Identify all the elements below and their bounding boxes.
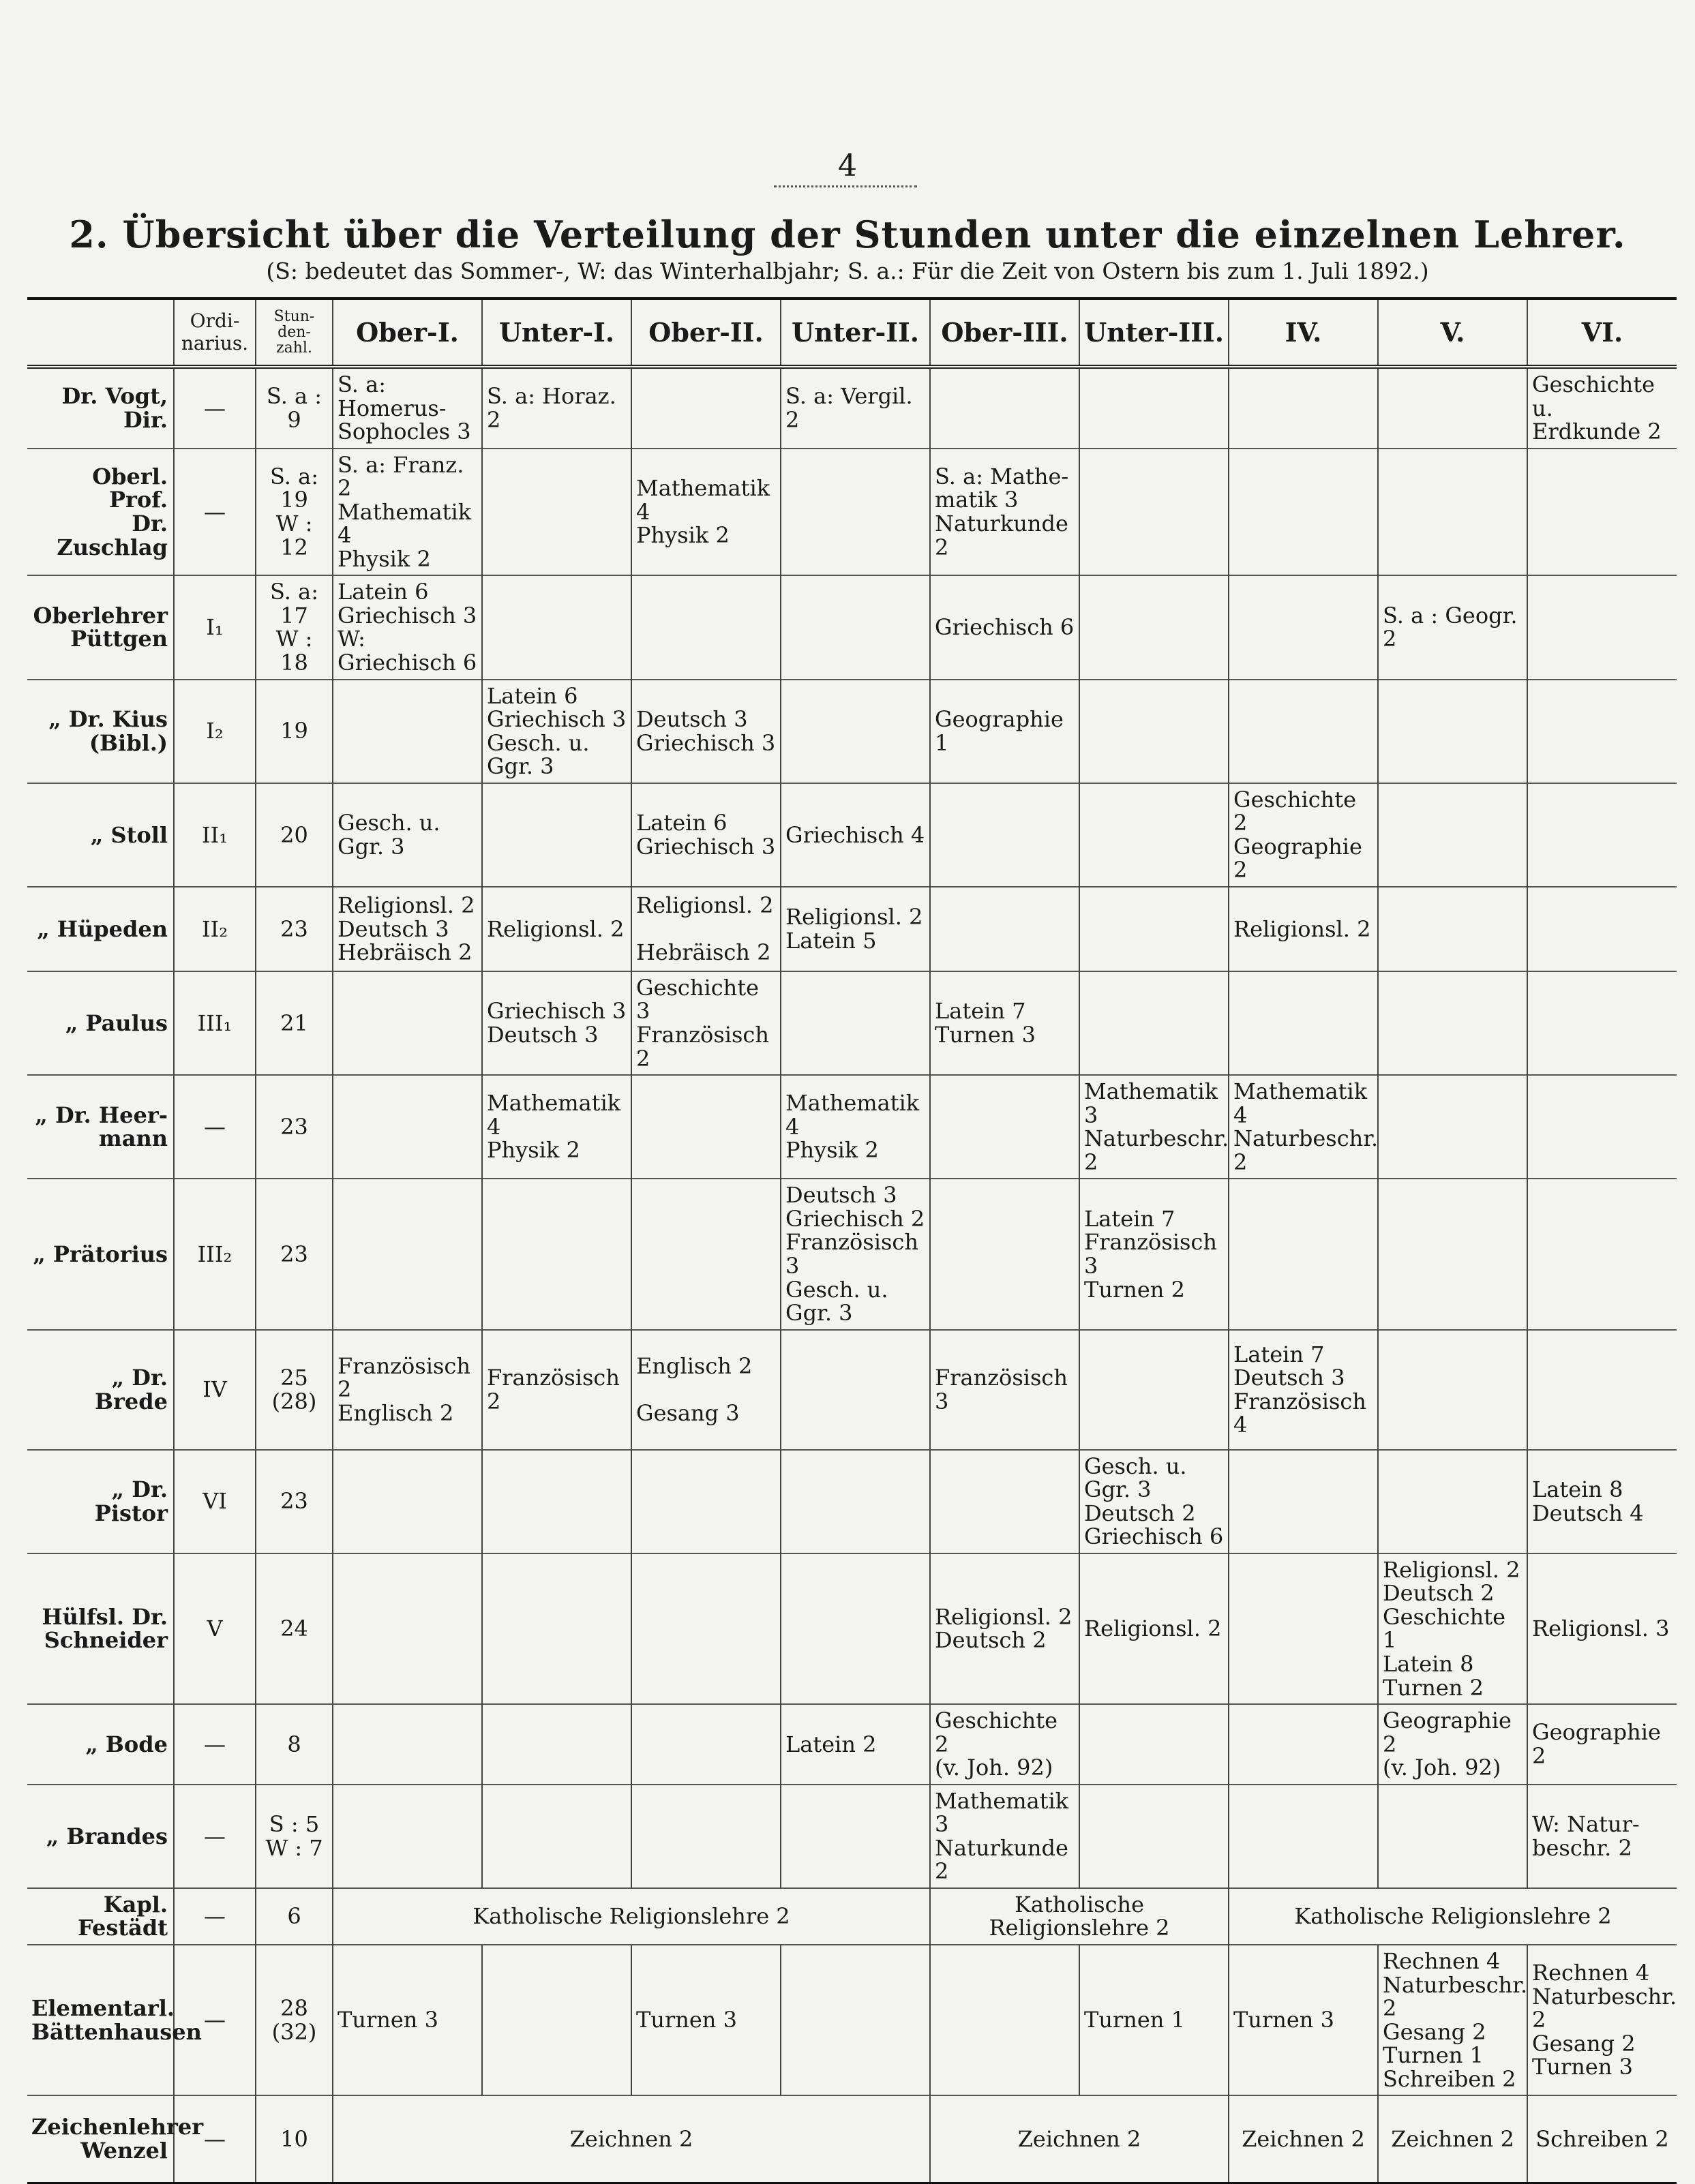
ordinarius-cell: VI [174,1450,256,1553]
subject-cell: Französisch 2 Englisch 2 [333,1330,482,1450]
hours-cell: S. a : 9 [256,367,333,449]
subject-cell [1229,1553,1378,1704]
table-row [27,1704,1677,1785]
subject-cell: Geschichte 2 (v. Joh. 92) [930,1704,1079,1785]
ordinarius-cell: — [174,1785,256,1888]
subject-cell: Geographie 1 [930,680,1079,783]
subject-cell: Deutsch 3 Griechisch 2 Französisch 3 Gesch. u. Ggr. 3 [781,1179,930,1329]
subject-cell: Turnen 3 [333,1945,482,2095]
subject-cell [1229,1450,1378,1553]
subject-cell: S. a: Franz. 2 Mathematik 4 Physik 2 [333,449,482,576]
subject-cell [1229,680,1378,783]
subject-cell [1378,1450,1527,1553]
subject-cell [781,1945,930,2095]
subject-cell: Mathematik 4 Physik 2 [631,449,781,576]
subject-cell [1229,449,1378,576]
header-class: IV. [1229,299,1378,367]
teacher-name: Zeichenlehrer Wenzel [27,2095,174,2183]
header-class: Ober-II. [631,299,781,367]
subject-cell [1527,887,1677,971]
subject-cell [1527,680,1677,783]
subject-cell [333,1553,482,1704]
subject-cell [930,1450,1079,1553]
teacher-name: „ Dr. Brede [27,1330,174,1450]
merged-subject-cell: Zeichnen 2 [1378,2095,1527,2183]
subject-cell [781,449,930,576]
hours-cell: 6 [256,1888,333,1945]
hours-cell: 23 [256,1075,333,1179]
hours-cell: 20 [256,783,333,887]
subject-cell: Turnen 3 [1229,1945,1378,2095]
subject-cell [781,1330,930,1450]
hours-cell: 28 (32) [256,1945,333,2095]
subject-cell: Latein 7 Turnen 3 [930,971,1079,1075]
subject-cell [1378,971,1527,1075]
subject-cell: Französisch 2 [482,1330,631,1450]
table-row [27,575,1677,679]
teacher-name: „ Dr. Pistor [27,1450,174,1553]
ordinarius-cell: I₁ [174,575,256,679]
teacher-name: „ Dr. Heer- mann [27,1075,174,1179]
subject-cell [333,1704,482,1785]
table-row [27,1450,1677,1553]
subject-cell [1527,971,1677,1075]
subject-cell: Latein 6 Griechisch 3 [631,783,781,887]
ordinarius-cell: — [174,2095,256,2183]
subject-cell: Rechnen 4 Naturbeschr. 2 Gesang 2 Turnen 3 [1527,1945,1677,2095]
subject-cell [333,680,482,783]
page-title: 2. Übersicht über die Verteilung der Stunden unter die einzelnen Lehrer. [69,213,1626,256]
subject-cell [1229,971,1378,1075]
subject-cell [1079,971,1229,1075]
subject-cell [930,367,1079,449]
table-row [27,1553,1677,1704]
subject-cell [333,1785,482,1888]
subject-cell [482,575,631,679]
subject-cell: Geographie 2 (v. Joh. 92) [1378,1704,1527,1785]
ordinarius-cell: — [174,1888,256,1945]
table-row [27,1330,1677,1450]
ordinarius-cell: II₁ [174,783,256,887]
header-hours: Stun- den- zahl. [256,299,333,367]
subject-cell: W: Natur- beschr. 2 [1527,1785,1677,1888]
ordinarius-cell: — [174,1075,256,1179]
subject-cell [482,783,631,887]
subject-cell [482,449,631,576]
subject-cell: Latein 7 Französisch 3 Turnen 2 [1079,1179,1229,1329]
header-ordinarius: Ordi- narius. [174,299,256,367]
subject-cell [1229,367,1378,449]
table-row [27,2095,1677,2183]
header-class: Ober-III. [930,299,1079,367]
subject-cell: Religionsl. 2 [482,887,631,971]
ordinarius-cell: II₂ [174,887,256,971]
table-row [27,1179,1677,1329]
header-class: VI. [1527,299,1677,367]
merged-subject-cell: Katholische Religionslehre 2 [930,1888,1229,1945]
table-row [27,449,1677,576]
subject-cell: Französisch 3 [930,1330,1079,1450]
subject-cell [482,1553,631,1704]
table-row [27,367,1677,449]
merged-subject-cell: Zeichnen 2 [1229,2095,1378,2183]
subject-cell: S. a: Vergil. 2 [781,367,930,449]
page-number-rule [774,185,917,187]
teacher-name: „ Stoll [27,783,174,887]
subject-cell [1378,783,1527,887]
subject-cell [482,1945,631,2095]
table-row [27,783,1677,887]
subject-cell [1079,783,1229,887]
ordinarius-cell: III₂ [174,1179,256,1329]
teacher-name: Oberl. Prof. Dr. Zuschlag [27,449,174,576]
subject-cell: S. a: Homerus- Sophocles 3 [333,367,482,449]
subject-cell: Latein 6 Griechisch 3 W: Griechisch 6 [333,575,482,679]
subject-cell: Geschichte 2 Geographie 2 [1229,783,1378,887]
subject-cell [1378,449,1527,576]
hours-cell: 10 [256,2095,333,2183]
subject-cell [781,1450,930,1553]
header-teacher [27,299,174,367]
ordinarius-cell: — [174,1704,256,1785]
subject-cell [1378,1179,1527,1329]
ordinarius-cell: — [174,367,256,449]
subject-cell [1527,1179,1677,1329]
header-class: Unter-II. [781,299,930,367]
subject-cell [1079,887,1229,971]
subject-cell [1378,1785,1527,1888]
subject-cell: Mathematik 3 Naturbeschr. 2 [1079,1075,1229,1179]
teacher-name: „ Paulus [27,971,174,1075]
header-class: Unter-III. [1079,299,1229,367]
subject-cell: Latein 6 Griechisch 3 Gesch. u. Ggr. 3 [482,680,631,783]
ordinarius-cell: — [174,449,256,576]
subject-cell: Griechisch 3 Deutsch 3 [482,971,631,1075]
teacher-name: „ Dr. Kius (Bibl.) [27,680,174,783]
subject-cell [1527,575,1677,679]
hours-cell: S : 5 W : 7 [256,1785,333,1888]
subject-cell [1079,1330,1229,1450]
subject-cell [482,1450,631,1553]
subject-cell [1229,1785,1378,1888]
hours-cell: 23 [256,1450,333,1553]
hours-cell: 24 [256,1553,333,1704]
schedule-body [27,367,1677,2183]
subject-cell: Religionsl. 2 Deutsch 3 Hebräisch 2 [333,887,482,971]
ordinarius-cell: V [174,1553,256,1704]
subject-cell [781,1785,930,1888]
ordinarius-cell: III₁ [174,971,256,1075]
subject-cell [1079,680,1229,783]
subject-cell [631,1179,781,1329]
table-row [27,680,1677,783]
subject-cell [1378,887,1527,971]
subject-cell: Religionsl. 2 Latein 5 [781,887,930,971]
hours-cell: 19 [256,680,333,783]
hours-cell: S. a: 19 W : 12 [256,449,333,576]
table-row [27,1888,1677,1945]
hours-cell: 8 [256,1704,333,1785]
subject-cell: Religionsl. 2 Hebräisch 2 [631,887,781,971]
subject-cell [1527,783,1677,887]
teacher-name: Dr. Vogt, Dir. [27,367,174,449]
subject-cell: Mathematik 4 Physik 2 [781,1075,930,1179]
subject-cell [631,1553,781,1704]
subject-cell [631,1704,781,1785]
subject-cell [631,367,781,449]
subject-cell: Geographie 2 [1527,1704,1677,1785]
subject-cell: Religionsl. 2 [1079,1553,1229,1704]
subject-cell: Religionsl. 2 [1229,887,1378,971]
subject-cell [333,1179,482,1329]
teacher-schedule-table [27,297,1677,2184]
subject-cell: S. a: Horaz. 2 [482,367,631,449]
merged-subject-cell: Zeichnen 2 [930,2095,1229,2183]
subject-cell [1079,1704,1229,1785]
subject-cell: Mathematik 4 Physik 2 [482,1075,631,1179]
ordinarius-cell: — [174,1945,256,2095]
subject-cell [1378,367,1527,449]
subject-cell: Turnen 3 [631,1945,781,2095]
teacher-name: „ Hüpeden [27,887,174,971]
subject-cell [1079,1785,1229,1888]
teacher-name: Elementarl. Bättenhausen [27,1945,174,2095]
teacher-name: „ Prätorius [27,1179,174,1329]
hours-cell: S. a: 17 W : 18 [256,575,333,679]
table-row [27,971,1677,1075]
subject-cell [930,1945,1079,2095]
subject-cell: Gesch. u. Ggr. 3 [333,783,482,887]
merged-subject-cell: Schreiben 2 [1527,2095,1677,2183]
subject-cell: Latein 2 [781,1704,930,1785]
subject-cell [1079,367,1229,449]
subject-cell: Griechisch 4 [781,783,930,887]
header-class: Unter-I. [482,299,631,367]
subject-cell [781,1553,930,1704]
subject-cell: S. a: Mathe- matik 3 Naturkunde 2 [930,449,1079,576]
subject-cell [333,1075,482,1179]
subject-cell [1378,1075,1527,1179]
subject-cell [1079,575,1229,679]
hours-cell: 23 [256,1179,333,1329]
hours-cell: 23 [256,887,333,971]
subject-cell [781,680,930,783]
subject-cell: Griechisch 6 [930,575,1079,679]
subject-cell [482,1785,631,1888]
subject-cell [1229,575,1378,679]
teacher-name: Oberlehrer Püttgen [27,575,174,679]
subject-cell [781,575,930,679]
subject-cell [1378,680,1527,783]
header-row [27,299,1677,367]
page-number: 4 [838,149,857,183]
subject-cell [631,575,781,679]
subject-cell: Turnen 1 [1079,1945,1229,2095]
subject-cell: Englisch 2 Gesang 3 [631,1330,781,1450]
header-class: V. [1378,299,1527,367]
subject-cell [1229,1704,1378,1785]
merged-subject-cell: Katholische Religionslehre 2 [1229,1888,1677,1945]
teacher-name: „ Bode [27,1704,174,1785]
hours-cell: 25 (28) [256,1330,333,1450]
subject-cell [482,1179,631,1329]
subject-cell [1527,1075,1677,1179]
table-row [27,1945,1677,2095]
subject-cell [631,1450,781,1553]
subject-cell: S. a : Geogr. 2 [1378,575,1527,679]
subject-cell: Religionsl. 3 [1527,1553,1677,1704]
subject-cell [930,1179,1079,1329]
ordinarius-cell: IV [174,1330,256,1450]
teacher-name: Kapl. Festädt [27,1888,174,1945]
subject-cell: Mathematik 3 Naturkunde 2 [930,1785,1079,1888]
page-subtitle: (S: bedeutet das Sommer-, W: das Winterhalbjahr; S. a.: Für die Zeit von Ostern bis zum 1. Juli 1892.) [266,258,1429,284]
subject-cell: Geschichte u. Erdkunde 2 [1527,367,1677,449]
subject-cell: Rechnen 4 Naturbeschr. 2 Gesang 2 Turnen 1 Schreiben 2 [1378,1945,1527,2095]
subject-cell [930,783,1079,887]
subject-cell: Latein 7 Deutsch 3 Französisch 4 [1229,1330,1378,1450]
subject-cell [333,1450,482,1553]
merged-subject-cell: Zeichnen 2 [333,2095,930,2183]
hours-cell: 21 [256,971,333,1075]
subject-cell [482,1704,631,1785]
subject-cell: Deutsch 3 Griechisch 3 [631,680,781,783]
ordinarius-cell: I₂ [174,680,256,783]
subject-cell: Religionsl. 2 Deutsch 2 Geschichte 1 Latein 8 Turnen 2 [1378,1553,1527,1704]
table-row [27,1785,1677,1888]
subject-cell: Geschichte 3 Französisch 2 [631,971,781,1075]
subject-cell [631,1785,781,1888]
table-row [27,1075,1677,1179]
subject-cell [1079,449,1229,576]
table-row [27,887,1677,971]
teacher-name: „ Brandes [27,1785,174,1888]
subject-cell [631,1075,781,1179]
subject-cell: Religionsl. 2 Deutsch 2 [930,1553,1079,1704]
subject-cell [781,971,930,1075]
teacher-name: Hülfsl. Dr. Schneider [27,1553,174,1704]
subject-cell [1527,449,1677,576]
subject-cell [930,887,1079,971]
merged-subject-cell: Katholische Religionslehre 2 [333,1888,930,1945]
header-class: Ober-I. [333,299,482,367]
subject-cell [1229,1179,1378,1329]
subject-cell [1378,1330,1527,1450]
subject-cell: Latein 8 Deutsch 4 [1527,1450,1677,1553]
subject-cell: Gesch. u. Ggr. 3 Deutsch 2 Griechisch 6 [1079,1450,1229,1553]
subject-cell [333,971,482,1075]
subject-cell [1527,1330,1677,1450]
subject-cell: Mathematik 4 Naturbeschr. 2 [1229,1075,1378,1179]
subject-cell [930,1075,1079,1179]
